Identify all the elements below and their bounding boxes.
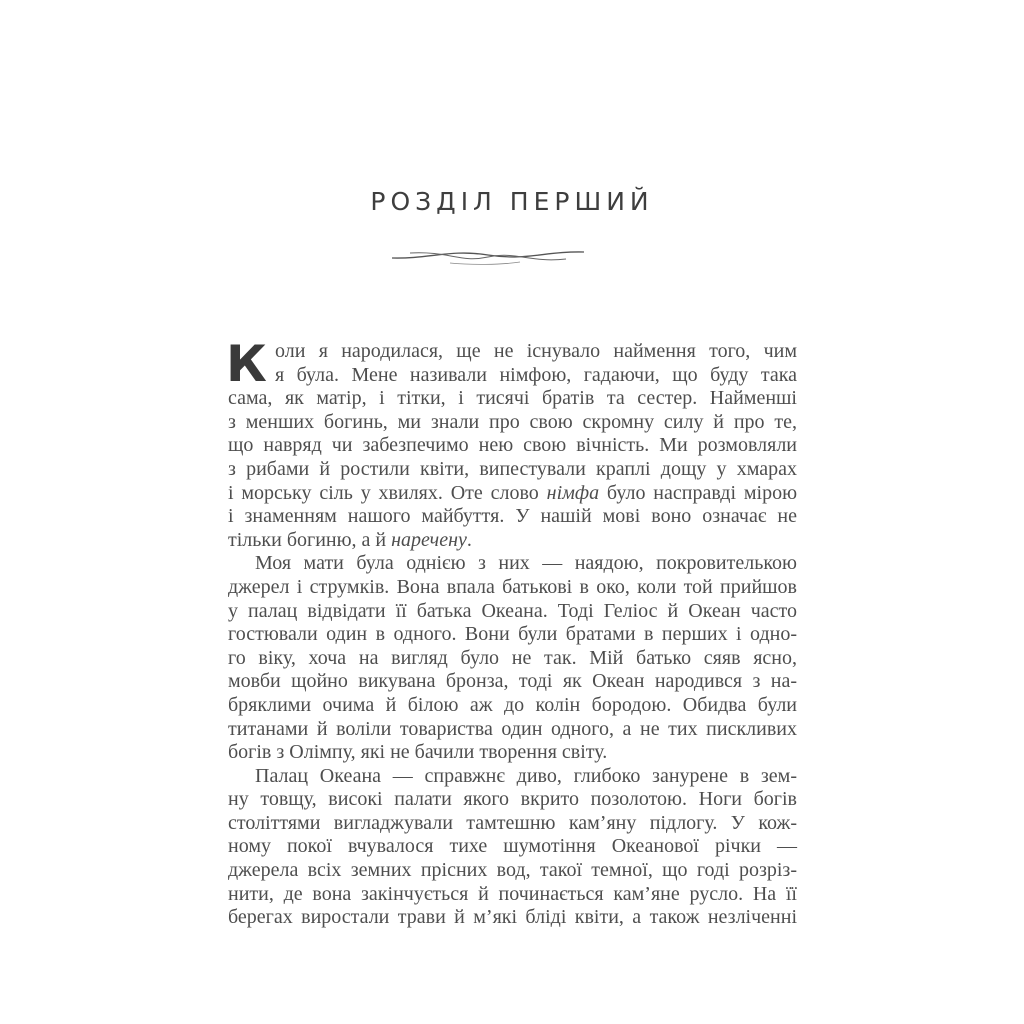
text-segment: з менших богинь, ми знали про свою скромну силу й про те, (228, 410, 797, 433)
text-segment: століттями вигладжували тамтешню кам’яну підлогу. У кож- (228, 811, 797, 834)
text-line (228, 340, 797, 364)
text-segment: тільки богиню, а й (228, 528, 392, 551)
text-line (228, 647, 797, 671)
text-segment: джерел і струмків. Вона впала батькові в око, коли той прийшов (228, 575, 797, 598)
text-segment: сама, як матір, і тітки, і тисячі братів та сестер. Найменші (228, 387, 797, 410)
text-line (228, 694, 797, 718)
text-line (228, 458, 797, 482)
text-line (228, 883, 797, 907)
text-segment: бряклими очима й білою аж до колін бородою. Обидва були (228, 693, 797, 716)
text-line (228, 765, 797, 789)
text-segment: що навряд чи забезпечимо нею свою вічність. Ми розмовляли (228, 434, 797, 457)
text-segment: ному покої вчувалося тихе шумотіння Океанової річки — (228, 835, 797, 858)
text-segment: було насправді мірою (599, 481, 798, 504)
text-segment: Палац Океана — справжнє диво, глибоко занурене в зем- (255, 764, 797, 787)
italic-word: наречену (391, 528, 467, 551)
text-segment: оли я народилася, ще не існувало наймення того, чим (275, 340, 797, 362)
drop-cap: К (226, 335, 267, 393)
text-line (228, 835, 797, 859)
text-line (228, 576, 797, 600)
text-segment: я була. Мене називали німфою, гадаючи, що буду така (275, 363, 797, 386)
text-line (228, 411, 797, 435)
text-segment: мовби щойно викувана бронза, тоді як Океан народився з на- (228, 670, 797, 693)
text-segment: . (466, 528, 472, 551)
text-segment: нити, де вона закінчується й починається кам’яне русло. На її (228, 882, 797, 905)
text-line (228, 670, 797, 694)
italic-word: німфа (546, 481, 600, 504)
text-line (228, 505, 797, 529)
text-segment: берегах виростали трави й м’які бліді квіти, а також незліченні (228, 906, 797, 929)
text-segment: і морську сіль у хвилях. Оте слово (228, 481, 547, 504)
wave-ornament-icon (390, 243, 586, 267)
text-line (228, 623, 797, 647)
text-segment: гостювали один в одного. Вони були братами в перших і одно- (228, 623, 797, 646)
text-line (228, 859, 797, 883)
text-line (228, 812, 797, 836)
text-line (228, 434, 797, 458)
text-segment: і знаменням нашого майбуття. У нашій мові воно означає не (228, 505, 797, 528)
text-segment: з рибами й ростили квіти, випестували краплі дощу у хмарах (228, 457, 797, 480)
chapter-body-text (226, 335, 798, 930)
text-line (228, 529, 797, 553)
text-segment: го віку, хоча на вигляд було не так. Мій батько сяяв ясно, (228, 646, 797, 669)
text-line (228, 552, 797, 576)
text-line (228, 600, 797, 624)
text-segment: джерела всіх земних прісних вод, такої темної, що годі розріз- (228, 859, 797, 882)
text-segment: у палац відвідати її батька Океана. Тоді Геліос й Океан часто (228, 599, 797, 622)
text-segment: богів з Олімпу, які не бачили творення світу. (228, 741, 608, 764)
text-line (228, 387, 797, 411)
chapter-title: РОЗДІЛ ПЕРШИЙ (370, 186, 654, 216)
text-segment: Моя мати була однією з них — наядою, покровителькою (255, 552, 797, 575)
text-segment: ну товщу, високі палати якого вкрито позолотою. Ноги богів (228, 788, 797, 811)
text-line (228, 788, 797, 812)
text-line (228, 482, 797, 506)
text-segment: титанами й воліли товариства один одного, а не тих пискливих (228, 717, 797, 740)
text-line (228, 906, 797, 930)
text-line (228, 741, 797, 765)
text-line (228, 364, 797, 388)
text-line (228, 718, 797, 742)
